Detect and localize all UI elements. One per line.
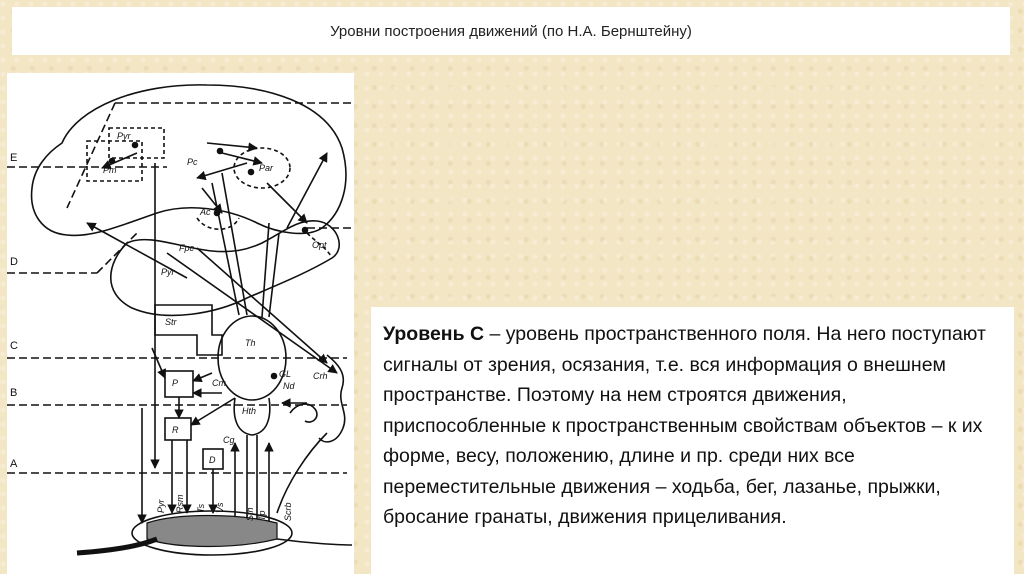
label-pm: Pm	[103, 165, 117, 175]
middle-region-outline	[111, 221, 339, 316]
label-rsm: Rsm	[175, 494, 185, 513]
label-hth: Hth	[242, 406, 257, 416]
hypothalamus-outline	[234, 398, 270, 435]
label-ts: Ts	[196, 503, 206, 513]
label-pyr-top: Pyr	[117, 131, 131, 141]
label-p: P	[172, 378, 179, 388]
label-fpc: Fpc	[179, 243, 195, 253]
movement-levels-diagram	[7, 73, 354, 574]
area-ac	[197, 218, 239, 229]
diagram-svg	[7, 73, 354, 574]
level-label-a: A	[10, 458, 18, 470]
label-pc: Pc	[187, 157, 198, 167]
pallidum-box	[165, 371, 193, 397]
diagram-lines	[7, 85, 352, 555]
label-cm: Cm	[212, 378, 226, 388]
nerve-root-left	[77, 539, 157, 553]
slide-title: Уровни построения движений (по Н.А. Бернштейну)	[330, 22, 692, 40]
label-gl: GL	[279, 369, 292, 379]
label-str: Str	[165, 317, 177, 327]
level-label-b: B	[10, 387, 18, 399]
level-label-d: D	[10, 256, 18, 268]
striatum-outline	[155, 305, 222, 355]
label-r: R	[172, 425, 179, 435]
level-label-e: E	[10, 152, 18, 164]
label-sth: Sth	[245, 507, 255, 521]
level-c-paragraph	[383, 319, 1002, 533]
label-pyr-tract: Pyr	[156, 499, 166, 513]
label-opt: Opt	[312, 240, 327, 250]
level-label-c: C	[10, 340, 18, 352]
label-pyr-mid: Pyr	[161, 267, 175, 277]
label-ac: Ac	[200, 207, 211, 217]
label-th: Th	[245, 338, 256, 348]
label-vs: Vs	[215, 502, 225, 513]
cerebellum-squiggle	[319, 355, 345, 442]
nerve-root-right	[277, 539, 352, 545]
slide-title-bar	[12, 7, 1010, 55]
label-par: Par	[259, 163, 274, 173]
label-scrb: Scrb	[283, 502, 293, 521]
label-crh: Crh	[313, 371, 328, 381]
label-cg: Cg	[223, 435, 235, 445]
nucleus-squiggle	[290, 404, 317, 422]
level-c-body: – уровень пространственного поля. На него поступают сигналы от зрения, осязания, т.е. вся информация о внешнем пространстве. Поэтому на нем строятся движения, приспособленные к пространственным свойствам объектов – к их форме, весу, положению, длине и пр. среди них все переместительные движения – ходьба, бег, лазанье, прыжки, бросание гранаты, движения прицеливания.	[383, 323, 986, 528]
label-nd: Nd	[283, 381, 295, 391]
label-d: D	[209, 455, 216, 465]
level-c-heading: Уровень С	[383, 323, 485, 345]
level-c-description	[371, 307, 1014, 574]
label-tp: Tp	[257, 510, 267, 521]
